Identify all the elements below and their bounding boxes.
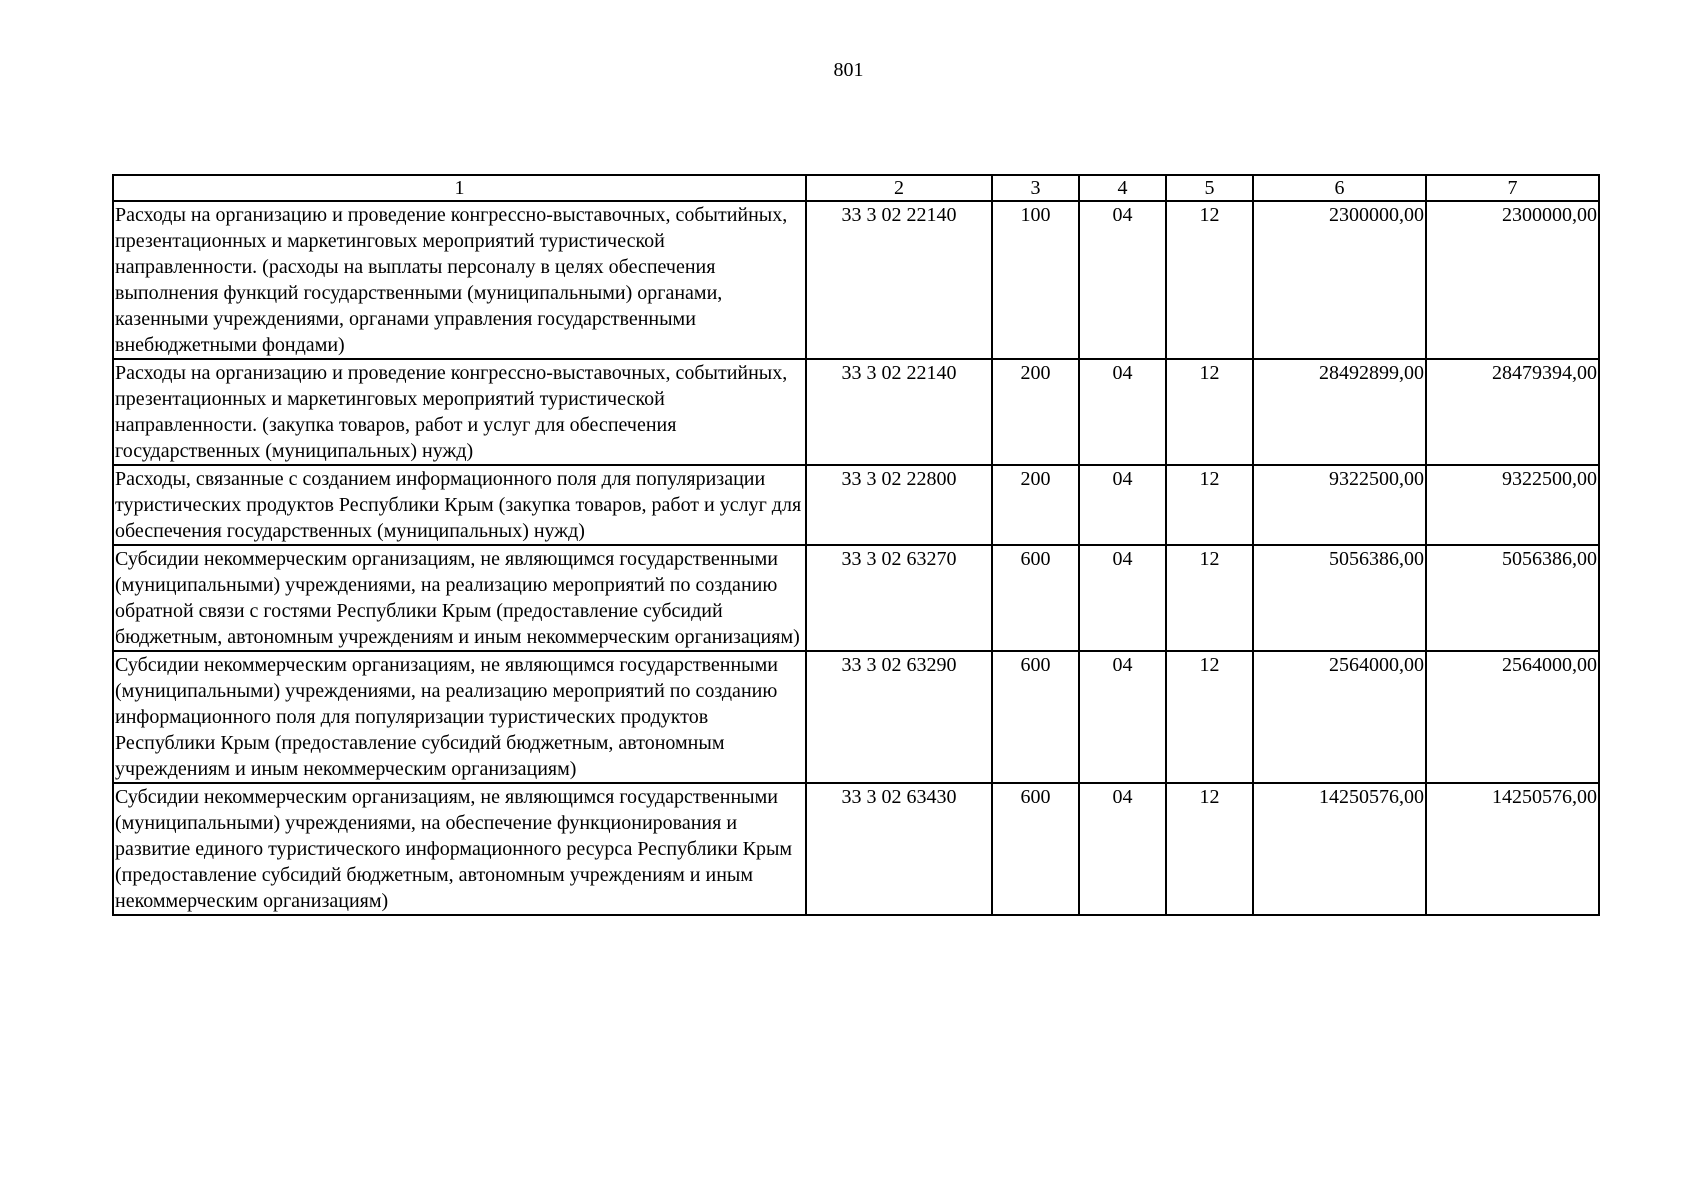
column-header-3: 3 — [992, 175, 1079, 201]
amount-year-1: 2564000,00 — [1253, 651, 1426, 783]
target-article-code: 33 3 02 22140 — [806, 201, 992, 359]
amount-year-2: 2300000,00 — [1426, 201, 1599, 359]
table-row — [113, 201, 1599, 359]
column-header-2: 2 — [806, 175, 992, 201]
table-row — [113, 783, 1599, 915]
amount-year-1: 28492899,00 — [1253, 359, 1426, 465]
target-article-code: 33 3 02 63430 — [806, 783, 992, 915]
section-code: 04 — [1079, 201, 1166, 359]
page-number: 801 — [833, 59, 864, 81]
amount-year-1: 2300000,00 — [1253, 201, 1426, 359]
expense-type-code: 200 — [992, 465, 1079, 545]
column-header-5: 5 — [1166, 175, 1253, 201]
table-row — [113, 545, 1599, 651]
column-header-7: 7 — [1426, 175, 1599, 201]
expense-name: Расходы, связанные с созданием информационного поля для популяризации туристических продуктов Республики Крым (закупка товаров, работ и услуг для обеспечения государственных (муниципальных) нужд) — [113, 465, 806, 545]
section-code: 04 — [1079, 783, 1166, 915]
expense-type-code: 100 — [992, 201, 1079, 359]
subsection-code: 12 — [1166, 651, 1253, 783]
expense-name: Субсидии некоммерческим организациям, не являющимся государственными (муниципальными) учреждениями, на реализацию мероприятий по созданию обратной связи с гостями Республики Крым (предоставление субсидий бюджетным, автономным учреждениям и иным некоммерческим организациям) — [113, 545, 806, 651]
column-header-4: 4 — [1079, 175, 1166, 201]
expense-name: Расходы на организацию и проведение конгрессно-выставочных, событийных, презентационных и маркетинговых мероприятий туристической направленности. (закупка товаров, работ и услуг для обеспечения государственных (муниципальных) нужд) — [113, 359, 806, 465]
section-code: 04 — [1079, 359, 1166, 465]
table-row — [113, 651, 1599, 783]
amount-year-2: 2564000,00 — [1426, 651, 1599, 783]
section-code: 04 — [1079, 651, 1166, 783]
expense-type-code: 600 — [992, 651, 1079, 783]
amount-year-1: 14250576,00 — [1253, 783, 1426, 915]
column-header-1: 1 — [113, 175, 806, 201]
target-article-code: 33 3 02 63270 — [806, 545, 992, 651]
amount-year-1: 5056386,00 — [1253, 545, 1426, 651]
section-code: 04 — [1079, 465, 1166, 545]
amount-year-2: 28479394,00 — [1426, 359, 1599, 465]
amount-year-2: 14250576,00 — [1426, 783, 1599, 915]
amount-year-2: 5056386,00 — [1426, 545, 1599, 651]
expense-type-code: 600 — [992, 545, 1079, 651]
target-article-code: 33 3 02 63290 — [806, 651, 992, 783]
target-article-code: 33 3 02 22140 — [806, 359, 992, 465]
amount-year-2: 9322500,00 — [1426, 465, 1599, 545]
column-header-6: 6 — [1253, 175, 1426, 201]
subsection-code: 12 — [1166, 465, 1253, 545]
subsection-code: 12 — [1166, 783, 1253, 915]
table-row — [113, 359, 1599, 465]
section-code: 04 — [1079, 545, 1166, 651]
subsection-code: 12 — [1166, 545, 1253, 651]
expense-name: Расходы на организацию и проведение конгрессно-выставочных, событийных, презентационных и маркетинговых мероприятий туристической направленности. (расходы на выплаты персоналу в целях обеспечения выполнения функций государственными (муниципальными) органами, казенными учреждениями, органами управления государственными внебюджетными фондами) — [113, 201, 806, 359]
subsection-code: 12 — [1166, 359, 1253, 465]
amount-year-1: 9322500,00 — [1253, 465, 1426, 545]
expense-type-code: 600 — [992, 783, 1079, 915]
subsection-code: 12 — [1166, 201, 1253, 359]
expense-name: Субсидии некоммерческим организациям, не являющимся государственными (муниципальными) учреждениями, на реализацию мероприятий по созданию информационного поля для популяризации туристических продуктов Республики Крым (предоставление субсидий бюджетным, автономным учреждениям и иным некоммерческим организациям) — [113, 651, 806, 783]
table-header-row — [113, 175, 1599, 201]
expense-name: Субсидии некоммерческим организациям, не являющимся государственными (муниципальными) учреждениями, на обеспечение функционирования и развитие единого туристического информационного ресурса Республики Крым (предоставление субсидий бюджетным, автономным учреждениям и иным некоммерческим организациям) — [113, 783, 806, 915]
table-row — [113, 465, 1599, 545]
budget-table — [112, 174, 1600, 916]
target-article-code: 33 3 02 22800 — [806, 465, 992, 545]
expense-type-code: 200 — [992, 359, 1079, 465]
